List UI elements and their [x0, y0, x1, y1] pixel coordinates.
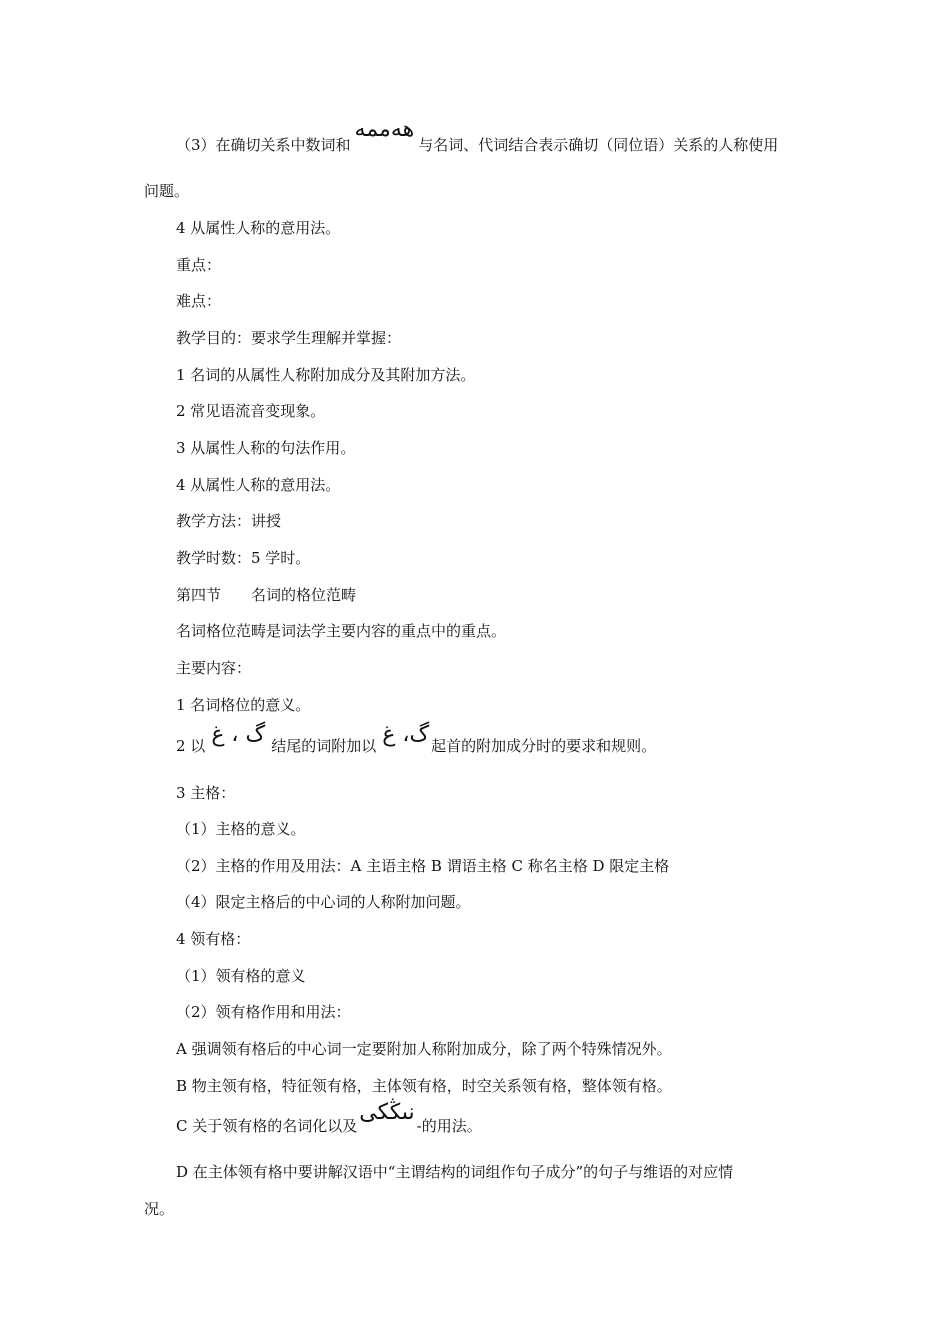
list-item: 4 从属性人称的意用法。: [176, 476, 341, 494]
list-item: 1 名词的从属性人称附加成分及其附加方法。: [176, 366, 476, 384]
text-segment: 2 以: [176, 737, 206, 755]
difficulties-label: 难点：: [176, 292, 222, 310]
paragraph: D 在主体领有格中要讲解汉语中“主谓结构的词组作句子成分”的句子与维语的对应情: [176, 1163, 734, 1181]
uyghur-letters: گ، غ: [382, 722, 430, 747]
text-segment: 结尾的词附加以: [271, 737, 377, 755]
uyghur-word: ھەممە: [354, 117, 415, 142]
paragraph-continuation: 况。: [144, 1200, 175, 1218]
list-item: 2 常见语流音变现象。: [176, 402, 326, 420]
text-segment: 起首的附加成分时的要求和规则。: [431, 737, 657, 755]
list-item: 1 名词格位的意义。: [176, 696, 311, 714]
text-segment: C 关于领有格的名词化以及: [176, 1117, 358, 1135]
list-item: A 强调领有格后的中心词一定要附加人称附加成分，除了两个特殊情况外。: [176, 1040, 672, 1058]
teaching-hours: 教学时数：5 学时。: [176, 549, 311, 567]
list-item: 4 从属性人称的意用法。: [176, 219, 341, 237]
list-item: （1）主格的意义。: [176, 820, 306, 838]
list-item-with-uyghur: [176, 1100, 482, 1136]
key-points-label: 重点：: [176, 256, 222, 274]
list-item: 3 从属性人称的句法作用。: [176, 439, 356, 457]
text-segment: 与名词、代词结合表示确切（同位语）关系的人称使用: [418, 136, 779, 154]
section-heading: 第四节 名词的格位范畴: [176, 586, 357, 604]
list-item-with-uyghur: [176, 722, 657, 756]
paragraph-numeral-usage: [176, 117, 779, 155]
text-segment: （3）在确切关系中数词和: [176, 136, 351, 154]
subheading: 4 领有格：: [176, 930, 251, 948]
list-item: （2）主格的作用及用法：A 主语主格 B 谓语主格 C 称名主格 D 限定主格: [176, 857, 670, 875]
subheading: 3 主格：: [176, 784, 236, 802]
list-item: （1）领有格的意义: [176, 967, 306, 985]
uyghur-letters: گ ، غ: [211, 722, 266, 747]
list-item: （2）领有格作用和用法：: [176, 1003, 351, 1021]
main-content-label: 主要内容：: [176, 659, 252, 677]
list-item: B 物主领有格，特征领有格，主体领有格，时空关系领有格，整体领有格。: [176, 1077, 672, 1095]
teaching-method: 教学方法：讲授: [176, 512, 282, 530]
section-intro: 名词格位范畴是词法学主要内容的重点中的重点。: [176, 622, 507, 640]
text-segment: -的用法。: [416, 1117, 482, 1135]
list-item: （4）限定主格后的中心词的人称附加问题。: [176, 893, 471, 911]
teaching-goal: 教学目的：要求学生理解并掌握：: [176, 329, 402, 347]
uyghur-suffix: نىڭكى: [359, 1100, 415, 1125]
paragraph-continuation: 问题。: [144, 182, 190, 200]
